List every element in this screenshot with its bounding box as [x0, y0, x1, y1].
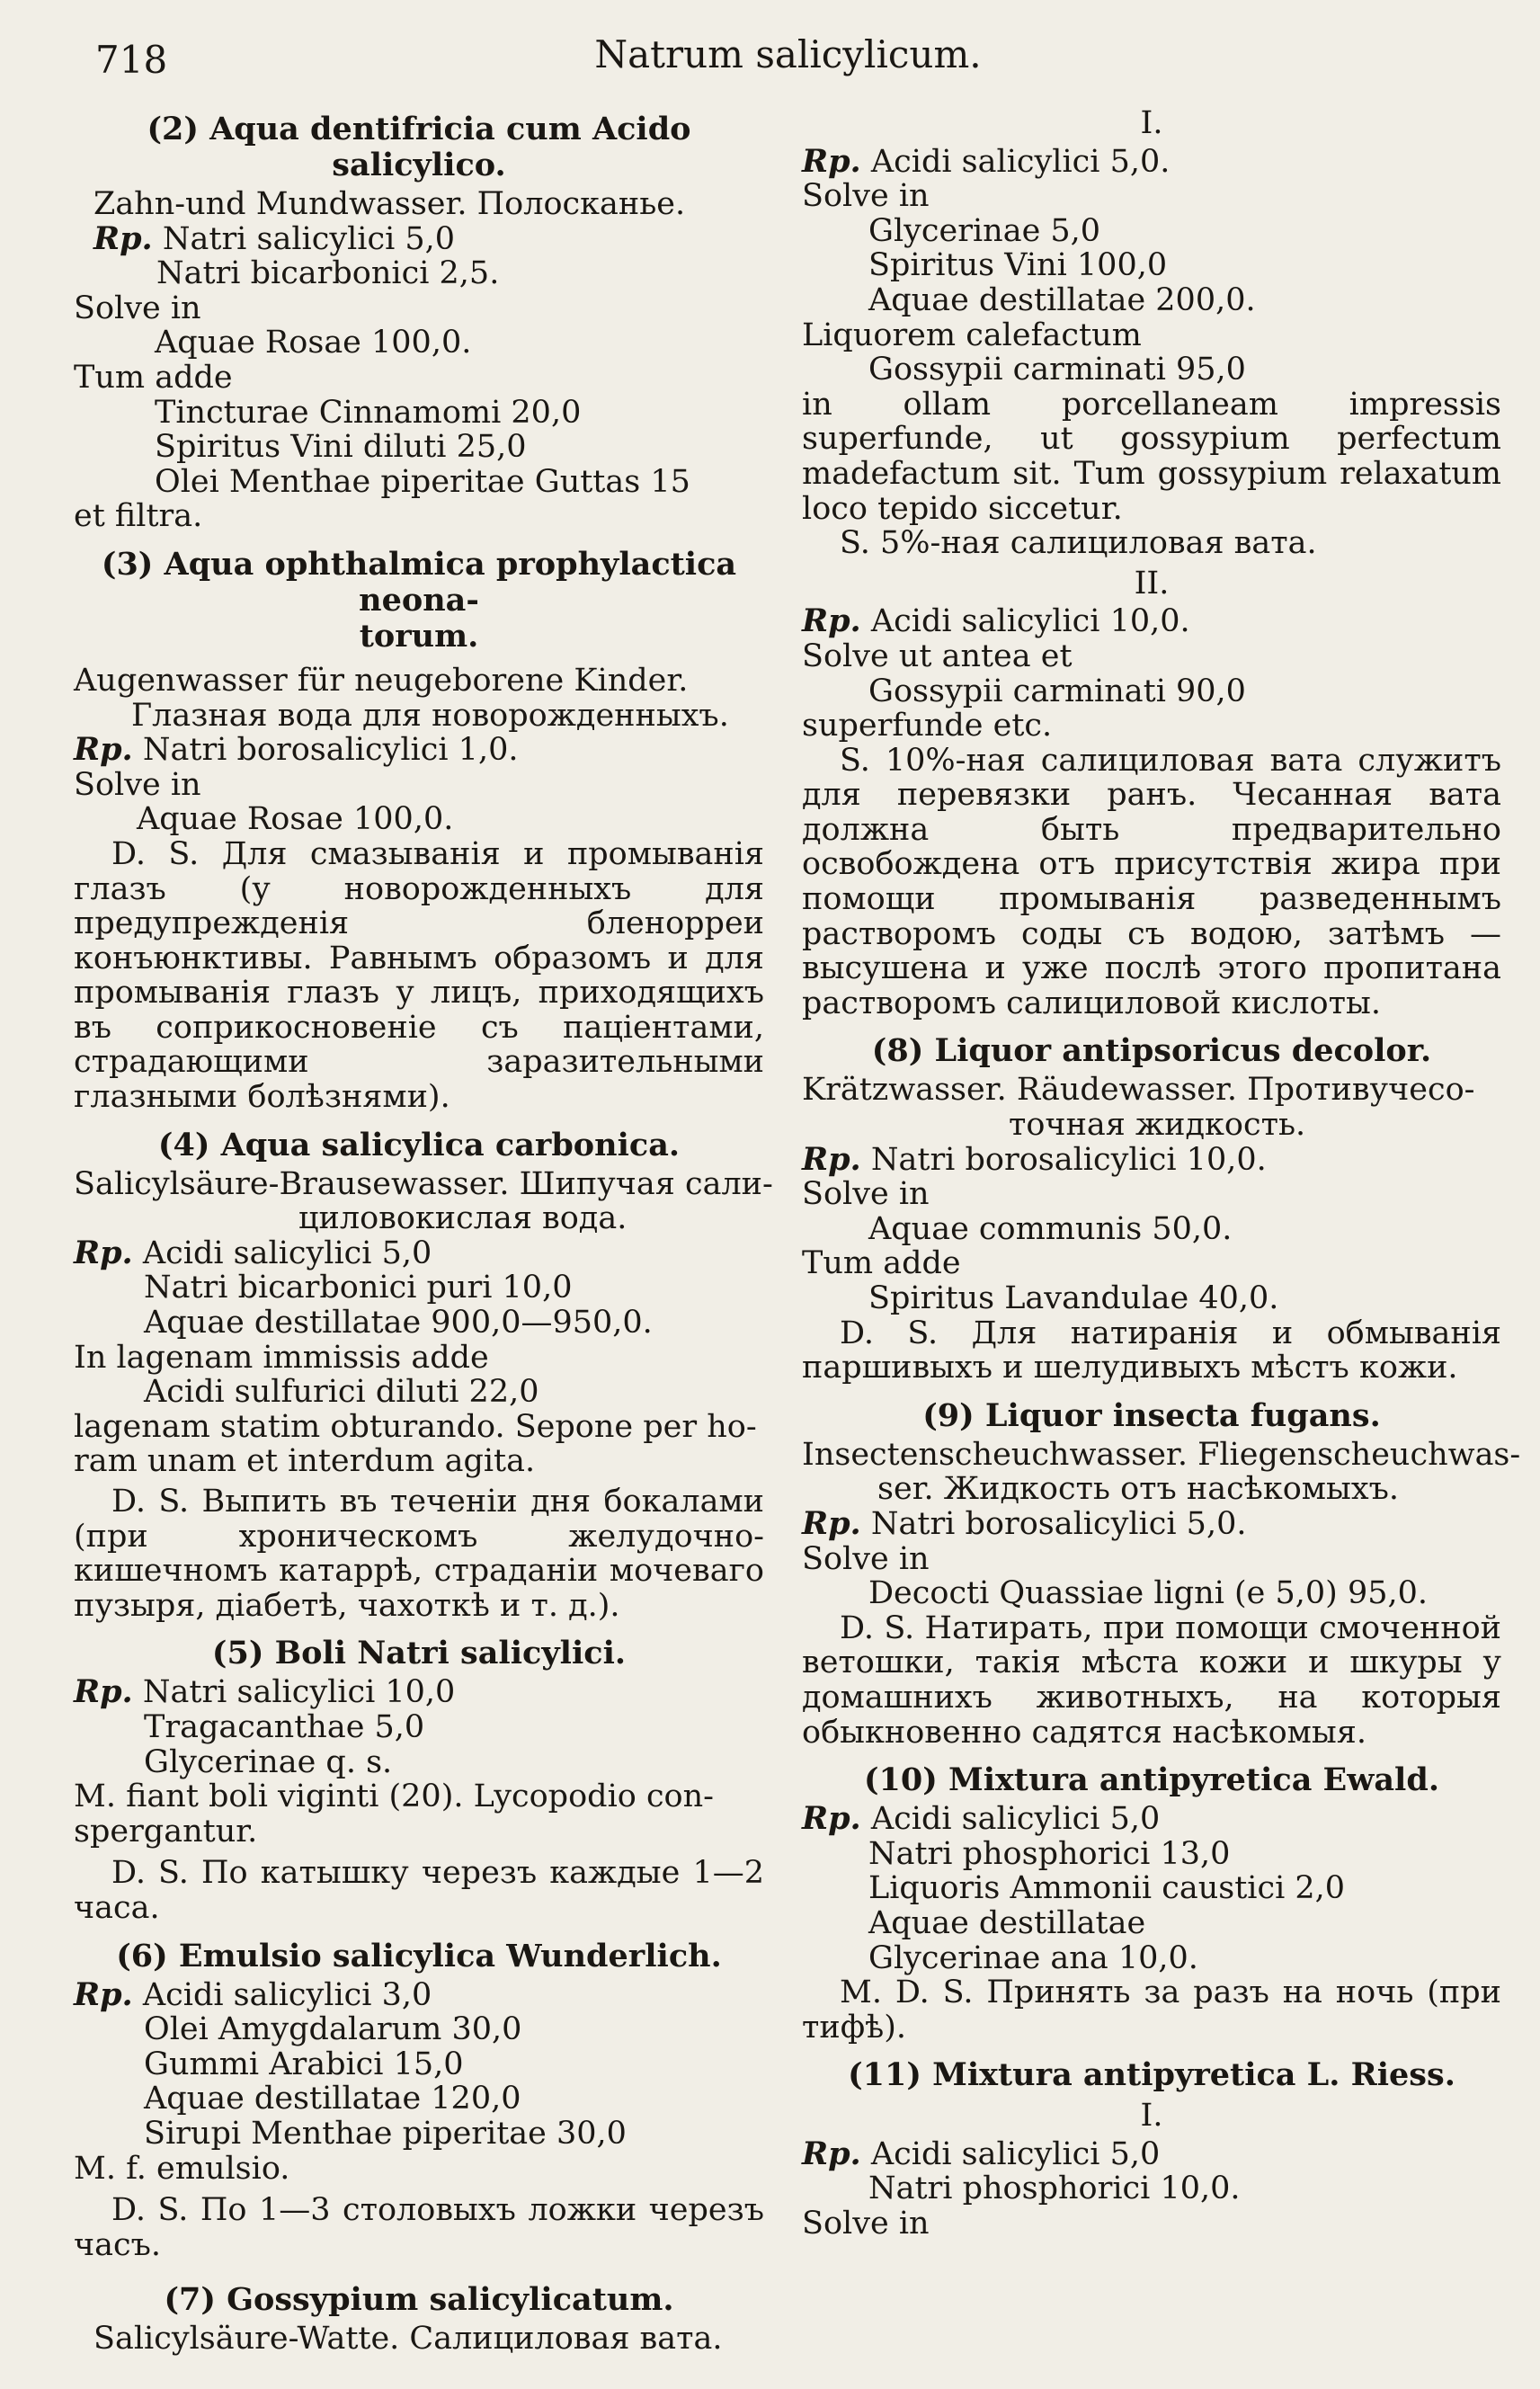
ingredient: Aquae destillatae — [868, 1904, 1146, 1941]
ingredient: Sirupi Menthae piperitae 30,0 — [144, 2115, 627, 2152]
rp-mark: Rp. — [802, 602, 861, 640]
ingredient: Spiritus Lavandulae 40,0. — [868, 1280, 1279, 1316]
preparation-text: in ollam porcellaneam impressis superfunde, ut gossypium perfectum madefactum sit. Tum gossypium relaxatum loco tepido siccetur. — [802, 386, 1501, 527]
recipe-title-line: (3) Aqua ophthalmica prophylactica neona- — [101, 545, 737, 619]
recipe-line — [802, 1504, 1501, 1542]
recipe-title: (9) Liquor insecta fugans. — [922, 1396, 1381, 1434]
rp-mark: Rp. — [74, 1673, 133, 1711]
ingredient: Gossypii carminati 90,0 — [868, 673, 1246, 709]
rp-mark: Rp. — [802, 1800, 861, 1838]
instruction: Solve in — [802, 1176, 930, 1213]
rp-mark: Rp. — [802, 1504, 861, 1542]
dosage-note: D. S. Выпить въ теченіи дня бокалами (при хроническомъ желудочно-кишечномъ катаррѣ, страданіи мочеваго пузыря, діабетѣ, чахоткѣ и т. д.). — [74, 1484, 764, 1624]
ingredient: Liquoris Ammonii caustici 2,0 — [868, 1870, 1346, 1907]
ingredient: Spiritus Vini 100,0 — [868, 247, 1168, 284]
variant-number: II. — [1134, 565, 1170, 602]
recipe-line — [74, 219, 764, 257]
instruction: Solve in — [802, 1540, 930, 1577]
ingredient: Aquae Rosae 100,0. — [137, 801, 454, 838]
recipe-names: Глазная вода для новорожденныхъ. — [131, 697, 729, 734]
recipe-title: (6) Emulsio salicylica Wunderlich. — [116, 1937, 722, 1974]
rp-mark: Rp. — [93, 219, 153, 257]
ingredient: Glycerinae ana 10,0. — [868, 1939, 1198, 1976]
recipe-names: точная жидкость. — [1009, 1107, 1306, 1144]
recipe-names: Zahn-und Mundwasser. Полосканье. — [93, 186, 686, 222]
ingredient: Acidi sulfurici diluti 22,0 — [144, 1374, 539, 1411]
ingredient: Tincturae Cinnamomi 20,0 — [155, 394, 582, 431]
instruction: Tum adde — [802, 1245, 961, 1282]
recipe-names: Krätzwasser. Räudewasser. Противучесо- — [802, 1072, 1475, 1109]
recipe-line — [74, 1236, 764, 1271]
instruction: ram unam et interdum agita. — [74, 1443, 536, 1480]
instruction: Solve ut antea et — [802, 637, 1073, 674]
ingredient: Gossypii carminati 95,0 — [868, 352, 1246, 388]
recipe-title: (7) Gossypium salicylicatum. — [164, 2281, 674, 2319]
ingredient: Natri salicylici 10,0 — [142, 1674, 456, 1711]
dosage-note: M. D. S. Принять за разъ на ночь (при тифѣ). — [802, 1974, 1501, 2046]
recipe-title: (8) Liquor antipsoricus decolor. — [871, 1032, 1432, 1070]
dosage-note: D. S. По катышку черезъ каждые 1—2 часа. — [74, 1855, 764, 1926]
ingredient: Spiritus Vini diluti 25,0 — [155, 429, 527, 466]
dosage-note: D. S. Для натиранія и обмыванія паршивыхъ и шелудивыхъ мѣстъ кожи. — [802, 1315, 1501, 1386]
signature-note: S. 10%-ная салициловая вата служитъ для перевязки ранъ. Чесанная вата должна быть предварительно освобождена отъ присутствія жира при помощи промыванія разведеннымъ растворомъ соды съ водою, затѣмъ — высушена и уже послѣ этого пропитана растворомъ салициловой кислоты. — [802, 742, 1501, 1021]
instruction: superfunde etc. — [802, 708, 1053, 744]
recipe-title — [74, 547, 764, 655]
instruction: spergantur. — [74, 1813, 258, 1850]
recipe-names: Salicylsäure-Watte. Салициловая вата. — [93, 2321, 723, 2358]
ingredient: Decocti Quassiae ligni (e 5,0) 95,0. — [868, 1575, 1429, 1612]
instruction: M. fiant boli viginti (20). Lycopodio con- — [74, 1778, 714, 1815]
instruction: M. f. emulsio. — [74, 2150, 290, 2187]
instruction: et filtra. — [74, 498, 203, 535]
dosage-note: D. S. Для смазыванія и промыванія глазъ (у новорожденныхъ для предупрежденія бленорреи конъюнктивы. Равнымъ образомъ и для промыванія глазъ у лицъ, приходящихъ въ соприкосновеніе съ паціентами, страдающими заразительными глазными болѣзнями). — [74, 835, 764, 1116]
rp-mark: Rp. — [802, 2135, 861, 2172]
instruction: Solve in — [802, 2206, 930, 2242]
recipe-title: (10) Mixtura antipyretica Ewald. — [863, 1761, 1439, 1799]
recipe-line — [802, 142, 1501, 180]
ingredient: Acidi salicylici 5,0. — [870, 143, 1171, 180]
instruction: Solve in — [74, 766, 201, 803]
recipe-line — [74, 733, 764, 768]
ingredient: Acidi salicylici 5,0 — [142, 1235, 432, 1271]
instruction: lagenam statim obturando. Sepone per ho- — [74, 1408, 757, 1445]
ingredient: Natri borosalicylici 10,0. — [870, 1141, 1267, 1178]
ingredient: Glycerinae 5,0 — [868, 212, 1101, 249]
dosage-note: D. S. Натирать, при помощи смоченной ветошки, такія мѣста кожи и шкуры у домашнихъ животныхъ, на которыя обыкновенно садятся насѣкомыя. — [802, 1609, 1501, 1751]
variant-number: I. — [1140, 2098, 1163, 2135]
ingredient: Acidi salicylici 10,0. — [870, 603, 1190, 640]
ingredient: Olei Amygdalarum 30,0 — [144, 2011, 522, 2048]
ingredient: Natri bicarbonici puri 10,0 — [144, 1270, 573, 1306]
ingredient: Aquae Rosae 100,0. — [155, 325, 472, 361]
ingredient: Aquae destillatae 200,0. — [868, 281, 1256, 318]
ingredient: Acidi salicylici 5,0 — [870, 2135, 1161, 2172]
ingredient: Natri phosphorici 10,0. — [868, 2171, 1241, 2207]
recipe-title: (4) Aqua salicylica carbonica. — [157, 1126, 681, 1163]
instruction: Solve in — [802, 178, 930, 215]
ingredient: Glycerinae q. s. — [144, 1743, 393, 1780]
recipe-title: (11) Mixtura antipyretica L. Riess. — [848, 2056, 1455, 2094]
rp-mark: Rp. — [74, 1975, 133, 2013]
rp-mark: Rp. — [74, 1234, 133, 1271]
recipe-line — [802, 1802, 1501, 1837]
recipe-names: циловокислая вода. — [298, 1200, 628, 1237]
running-head — [90, 25, 1486, 88]
ingredient: Olei Menthae piperitae Guttas 15 — [155, 463, 690, 500]
ingredient: Aquae destillatae 900,0—950,0. — [144, 1305, 653, 1342]
right-column — [802, 101, 1521, 2242]
rp-mark: Rp. — [802, 1140, 861, 1178]
recipe-title-line: torum. — [359, 617, 479, 655]
recipe-names: Augenwasser für neugeborene Kinder. — [74, 662, 689, 699]
instruction: Liquorem calefactum — [802, 316, 1142, 353]
recipe-title: (5) Boli Natri salicylici. — [211, 1635, 627, 1672]
ingredient: Natri borosalicylici 1,0. — [142, 732, 519, 769]
recipe-line — [74, 1675, 764, 1710]
ingredient: Acidi salicylici 3,0 — [142, 1976, 432, 2013]
ingredient: Natri borosalicylici 5,0. — [870, 1505, 1247, 1542]
recipe-line — [802, 604, 1501, 639]
recipe-line — [802, 1140, 1501, 1178]
ingredient: Aquae destillatae 120,0 — [144, 2081, 521, 2117]
recipe-names: Insectenscheuchwasser. Fliegenscheuchwas- — [802, 1436, 1521, 1473]
instruction: Tum adde — [74, 359, 233, 396]
recipe-names: ser. Жидкость отъ насѣкомыхъ. — [877, 1471, 1399, 1508]
page-number: 718 — [95, 38, 168, 82]
ingredient: Natri salicylici 5,0 — [162, 220, 456, 257]
ingredient: Natri phosphorici 13,0 — [868, 1835, 1231, 1872]
ingredient: Aquae communis 50,0. — [868, 1210, 1233, 1247]
ingredient: Tragacanthae 5,0 — [144, 1708, 425, 1745]
left-column — [74, 101, 773, 2358]
recipe-names: Salicylsäure-Brausewasser. Шипучая сали- — [74, 1165, 773, 1202]
ingredient: Gummi Arabici 15,0 — [144, 2046, 464, 2082]
signature-note: S. 5%-ная салициловая вата. — [840, 525, 1317, 562]
dosage-note: D. S. По 1—3 столовыхъ ложки черезъ часъ. — [74, 2192, 764, 2263]
rp-mark: Rp. — [74, 731, 133, 769]
recipe-title: (2) Aqua dentifricia cum Acido salicylico. — [147, 111, 691, 183]
recipe-line — [802, 2137, 1501, 2172]
recipe-line — [74, 1975, 764, 2013]
rp-mark: Rp. — [802, 142, 861, 180]
ingredient: Acidi salicylici 5,0 — [870, 1801, 1161, 1838]
instruction: In lagenam immissis adde — [74, 1339, 489, 1376]
instruction: Solve in — [74, 290, 201, 326]
running-title: Natrum salicylicum. — [594, 32, 982, 76]
ingredient: Natri bicarbonici 2,5. — [156, 255, 500, 292]
variant-number: I. — [1140, 105, 1163, 141]
